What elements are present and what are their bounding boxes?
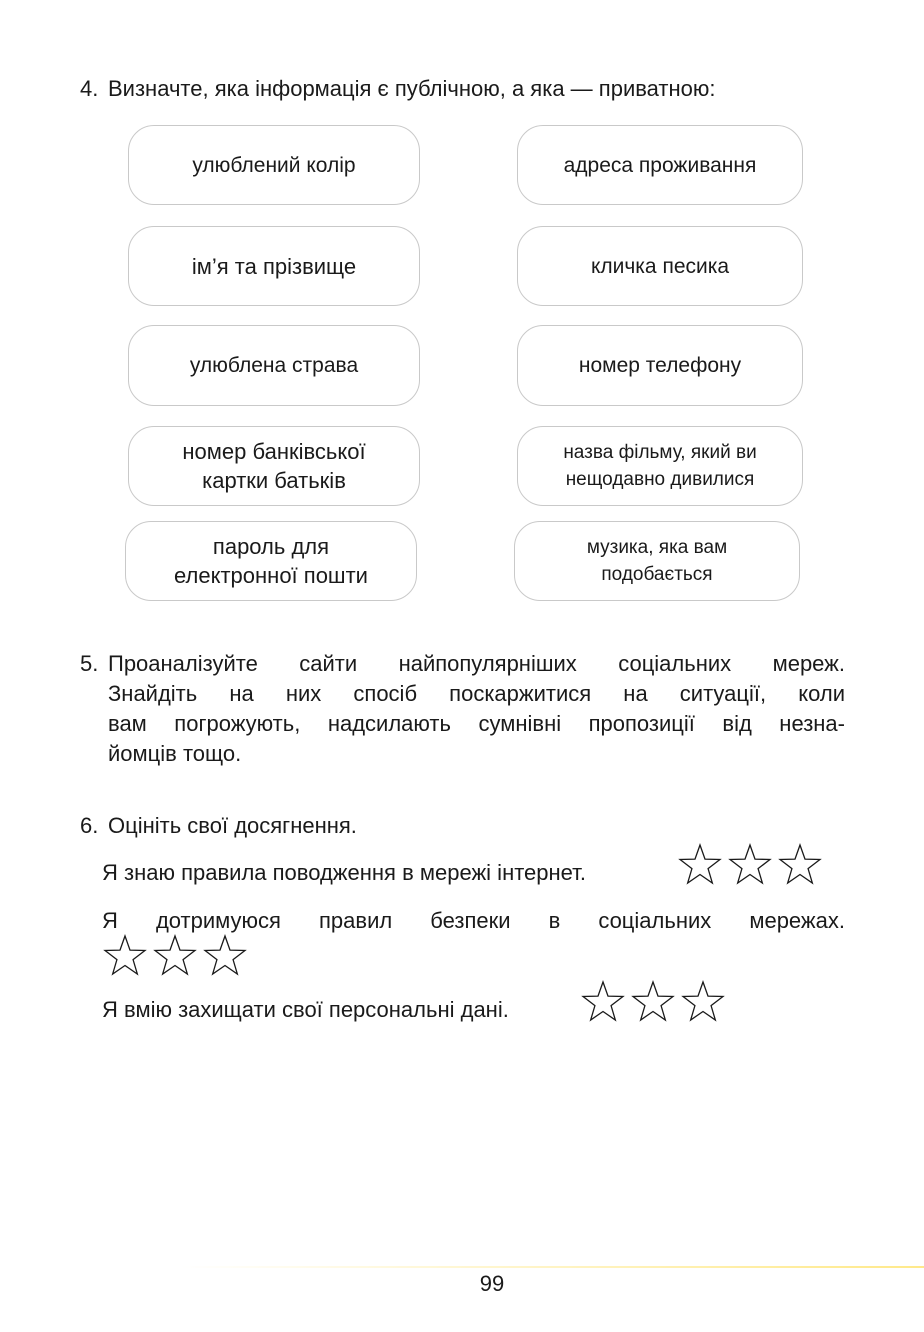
- rating-stars[interactable]: [102, 933, 248, 977]
- task-text-line: Знайдіть на них спосіб поскаржитися на ситуації, коли: [108, 681, 845, 706]
- option-card[interactable]: кличка песика: [517, 226, 803, 306]
- star-outline-icon[interactable]: [630, 979, 676, 1023]
- task-number: 4.: [80, 76, 99, 101]
- self-assessment-statement: Я вмію захищати свої персональні дані.: [102, 997, 509, 1022]
- task-6-heading: [80, 811, 357, 841]
- option-card[interactable]: улюблена страва: [128, 325, 420, 406]
- task-number: 5.: [80, 651, 99, 676]
- star-outline-icon[interactable]: [677, 842, 723, 886]
- task-5: [80, 649, 845, 769]
- option-card[interactable]: назва фільму, який ви нещодавно дивилися: [517, 426, 803, 506]
- task-4-heading: [80, 74, 716, 104]
- star-outline-icon[interactable]: [727, 842, 773, 886]
- star-outline-icon[interactable]: [777, 842, 823, 886]
- star-outline-icon[interactable]: [102, 933, 148, 977]
- star-outline-icon[interactable]: [680, 979, 726, 1023]
- task-text-line: вам погрожують, надсилають сумнівні пропозиції від незна-: [108, 711, 845, 736]
- task-number: 6.: [80, 813, 99, 838]
- option-card[interactable]: пароль для електронної пошти: [125, 521, 417, 601]
- option-card[interactable]: улюблений колір: [128, 125, 420, 205]
- page-number: 99: [479, 1271, 505, 1296]
- self-assessment-statement: Я дотримуюся правил безпеки в соціальних мережах.: [102, 908, 845, 933]
- rating-stars[interactable]: [580, 979, 726, 1023]
- option-card[interactable]: номер телефону: [517, 325, 803, 406]
- option-card[interactable]: адреса проживання: [517, 125, 803, 205]
- task-text: Оцініть свої досягнення.: [108, 813, 357, 838]
- star-outline-icon[interactable]: [580, 979, 626, 1023]
- task-text-line: Проаналізуйте сайти найпопулярніших соціальних мереж.: [108, 651, 845, 676]
- task-text-line: йомців тощо.: [108, 741, 242, 766]
- option-card[interactable]: номер банківської картки батьків: [128, 426, 420, 506]
- option-card[interactable]: ім’я та прізвище: [128, 226, 420, 306]
- task-text: [108, 649, 845, 769]
- option-card[interactable]: музика, яка вам подобається: [514, 521, 800, 601]
- star-outline-icon[interactable]: [202, 933, 248, 977]
- star-outline-icon[interactable]: [152, 933, 198, 977]
- rating-stars[interactable]: [677, 842, 823, 886]
- task-text: Визначте, яка інформація є публічною, а яка — приватною:: [108, 76, 716, 101]
- self-assessment-statement: Я знаю правила поводження в мережі інтернет.: [102, 860, 586, 885]
